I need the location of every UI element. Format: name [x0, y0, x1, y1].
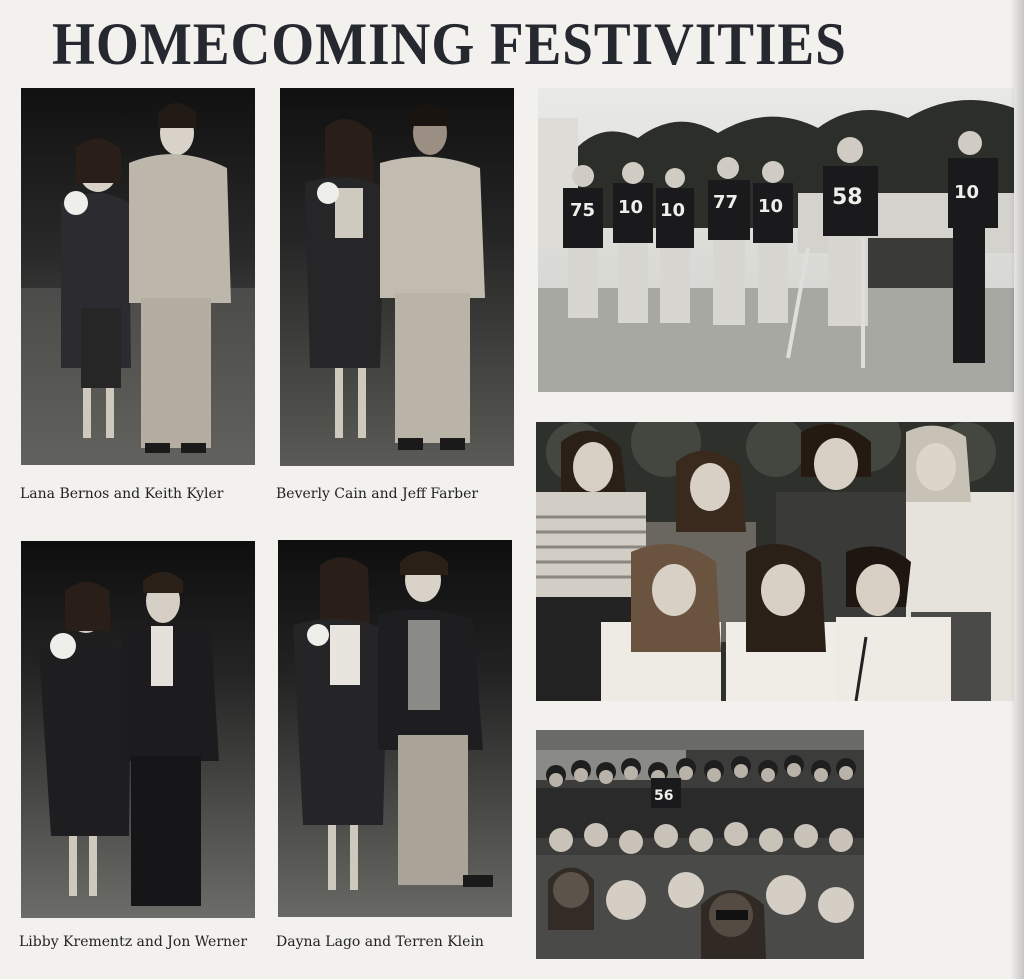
- photo-couple-2: [280, 88, 514, 466]
- jersey-number-2: 10: [618, 197, 644, 218]
- jersey-number-3: 10: [660, 200, 686, 221]
- jersey-number-4: 77: [713, 192, 739, 213]
- jersey-number-6: 58: [832, 185, 863, 210]
- photo-crowd: [536, 730, 864, 959]
- photo-football-players: [538, 88, 1014, 392]
- jersey-number-5: 10: [758, 196, 784, 217]
- photo-girls-group: [536, 422, 1014, 701]
- page-title: HOMECOMING FESTIVITIES: [52, 11, 847, 77]
- crowd-jersey-number: 56: [654, 788, 674, 804]
- caption-couple-4: Dayna Lago and Terren Klein: [276, 934, 484, 950]
- caption-couple-3: Libby Krementz and Jon Werner: [19, 934, 248, 950]
- photo-couple-4: [278, 540, 512, 917]
- page-gutter-shadow: [1010, 0, 1024, 979]
- jersey-number-7: 10: [954, 182, 980, 203]
- jersey-number-1: 75: [570, 200, 596, 221]
- caption-couple-1: Lana Bernos and Keith Kyler: [20, 486, 224, 502]
- photo-couple-1: [21, 88, 255, 465]
- photo-couple-3: [21, 541, 255, 918]
- caption-couple-2: Beverly Cain and Jeff Farber: [276, 486, 479, 502]
